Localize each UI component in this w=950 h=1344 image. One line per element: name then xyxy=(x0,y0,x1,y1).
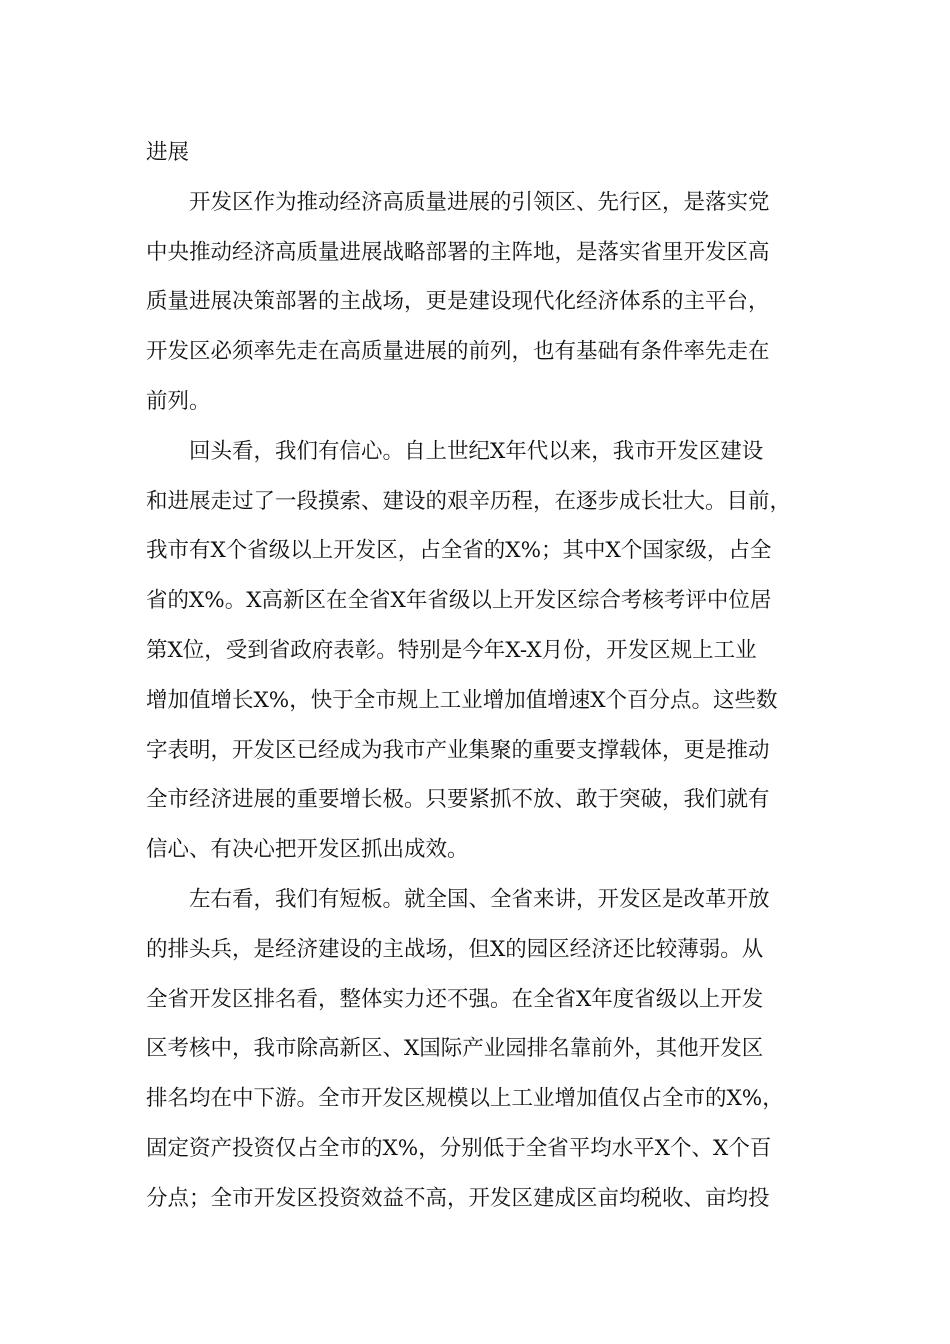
text-line: 进展 xyxy=(146,140,190,165)
paragraph-1 xyxy=(146,178,822,427)
text-line: 前列。 xyxy=(146,388,211,414)
text-line: 固定资产投资仅占全市的X%，分别低于全省平均水平X个、X个百 xyxy=(146,1135,772,1161)
paragraph-2 xyxy=(146,427,822,875)
text-line: 开发区必须率先走在高质量进展的前列，也有基础有条件率先走在 xyxy=(146,339,770,365)
lead-fragment xyxy=(146,128,822,178)
text-line: 字表明，开发区已经成为我市产业集聚的重要支撑载体，更是推动 xyxy=(146,737,770,763)
text-line: 分点；全市开发区投资效益不高，开发区建成区亩均税收、亩均投 xyxy=(146,1185,770,1211)
text-line: 全省开发区排名看，整体实力还不强。在全省X年度省级以上开发 xyxy=(146,986,764,1012)
text-line: 第X位，受到省政府表彰。特别是今年X-X月份，开发区规上工业 xyxy=(146,637,757,663)
text-line: 的排头兵，是经济建设的主战场，但X的园区经济还比较薄弱。从 xyxy=(146,936,764,962)
text-line: 开发区作为推动经济高质量进展的引领区、先行区，是落实党 xyxy=(189,189,770,215)
text-line: 我市有X个省级以上开发区，占全省的X%；其中X个国家级，占全 xyxy=(146,538,772,564)
text-line: 省的X%。X高新区在全省X年省级以上开发区综合考核考评中位居 xyxy=(146,588,772,614)
text-line: 增加值增长X%，快于全市规上工业增加值增速X个百分点。这些数 xyxy=(146,687,778,713)
document-body xyxy=(146,128,822,1224)
text-line: 排名均在中下游。全市开发区规模以上工业增加值仅占全市的X%， xyxy=(146,1086,784,1112)
text-line: 回头看，我们有信心。自上世纪X年代以来，我市开发区建设 xyxy=(189,438,764,464)
text-line: 全市经济进展的重要增长极。只要紧抓不放、敢于突破，我们就有 xyxy=(146,787,770,813)
text-line: 质量进展决策部署的主战场，更是建设现代化经济体系的主平台， xyxy=(146,289,770,315)
paragraph-3 xyxy=(146,875,822,1224)
text-line: 中央推动经济高质量进展战略部署的主阵地，是落实省里开发区高 xyxy=(146,239,770,265)
text-line: 信心、有决心把开发区抓出成效。 xyxy=(146,837,469,863)
text-line: 左右看，我们有短板。就全国、全省来讲，开发区是改革开放 xyxy=(189,886,770,912)
text-line: 和进展走过了一段摸索、建设的艰辛历程，在逐步成长壮大。目前， xyxy=(146,488,792,514)
text-line: 区考核中，我市除高新区、X国际产业园排名靠前外，其他开发区 xyxy=(146,1036,764,1062)
